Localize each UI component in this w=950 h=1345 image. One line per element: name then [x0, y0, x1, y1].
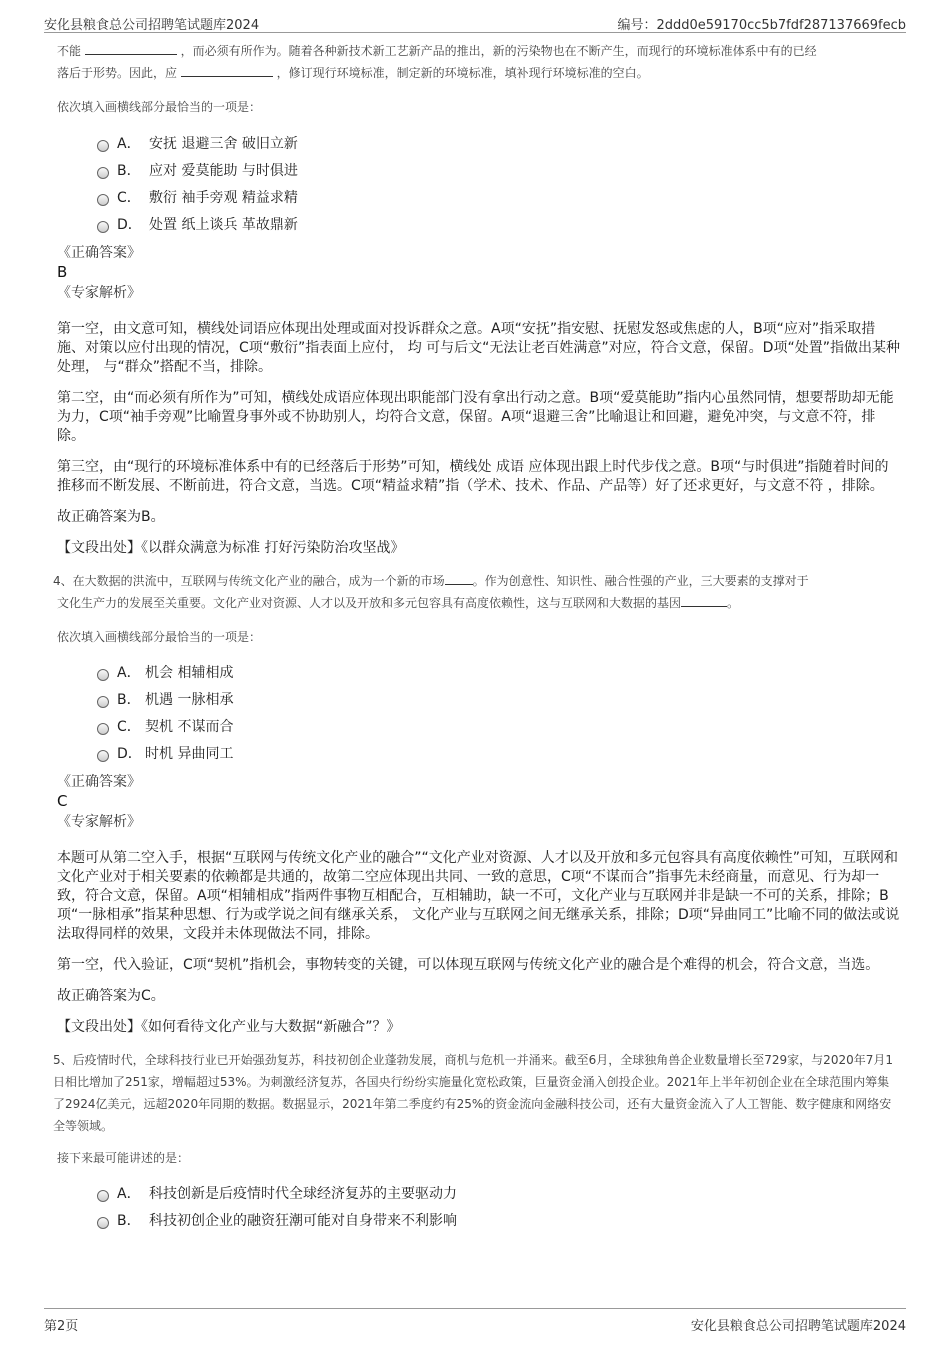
answer-value: B [57, 263, 68, 281]
radio-button[interactable] [97, 723, 109, 735]
q4-stem-text: 。作为创意性、知识性、融合性强的产业，三大要素的支撑对于 [472, 574, 809, 588]
q3-stem [57, 40, 900, 84]
footer-title: 安化县粮食总公司招聘笔试题库2024 [690, 1319, 906, 1334]
source-citation: 【文段出处】《以群众满意为标准 打好污染防治攻坚战》 [57, 540, 405, 556]
page-number: 第2页 [44, 1319, 79, 1334]
q3-option-a[interactable] [57, 131, 900, 158]
q4-stem-text: 4、在大数据的洪流中，互联网与传统文化产业的融合，成为一个新的市场 [53, 574, 445, 588]
page-content [53, 40, 900, 1235]
q3-option-c[interactable] [57, 185, 900, 212]
answer-label: 《正确答案》 [57, 245, 141, 261]
q3-option-b[interactable] [57, 158, 900, 185]
q3-options [57, 131, 900, 239]
option-text: 敷衍 袖手旁观 精益求精 [149, 190, 298, 206]
source-citation: 【文段出处】《如何看待文化产业与大数据“新融合”？》 [57, 1019, 401, 1035]
q4-options [57, 660, 900, 768]
analysis-paragraph: 第一空，代入验证，C项“契机”指机会，事物转变的关键，可以体现互联网与传统文化产业的融合是个难得的机会，符合文意，当选。 [57, 957, 880, 973]
radio-button[interactable] [97, 167, 109, 179]
page-header [44, 10, 906, 33]
blank-2 [681, 593, 727, 607]
radio-button[interactable] [97, 1190, 109, 1202]
q5-option-a[interactable] [57, 1181, 900, 1208]
option-letter: A． [117, 1186, 141, 1202]
analysis-paragraph: 第二空，由“而必须有所作为”可知，横线处成语应体现出职能部门没有拿出行动之意。B项“爱莫能助”指内心虽然同情，想要帮助却无能为力，C项“袖手旁观”比喻置身事外或不协助别人，均符合文意，保留。A项“退避三舍”比喻退让和回避，避免冲突，与文意不符，排除。 [57, 390, 894, 444]
analysis-paragraph: 本题可从第二空入手，根据“互联网与传统文化产业的融合”“文化产业对资源、人才以及开放和多元包容具有高度依赖性”可知，互联网和文化产业对于相关要素的依赖都是共通的，故第二空应体现出共同、一致的意思，C项“不谋而合”指事先未经商量，而意见、行为却一致，符合文意，保留。A项“相辅相成”指两件事物互相配合，互相辅助，缺一不可，文化产业与互联网并非是缺一不可的关系，排除；B项“一脉相承”指某种思想、行为或学说之间有继承关系， 文化产业与互联网之间无继承关系，排除；D项“异曲同工”比喻不同的做法或说法取得同样的效果，文段并未体现做法不同，排除。 [57, 850, 900, 942]
answer-value: C [57, 792, 68, 810]
q3-stem-text: 落后于形势。因此，应 [57, 66, 178, 80]
radio-button[interactable] [97, 140, 109, 152]
q4-option-d[interactable] [57, 741, 900, 768]
option-text: 处置 纸上谈兵 革故鼎新 [149, 217, 298, 233]
option-letter: C． [117, 190, 141, 206]
option-text: 科技初创企业的融资狂潮可能对自身带来不利影响 [149, 1213, 457, 1229]
option-text: 机会 相辅相成 [145, 665, 234, 681]
q5-option-b[interactable] [57, 1208, 900, 1235]
radio-button[interactable] [97, 1217, 109, 1229]
q4-option-c[interactable] [57, 714, 900, 741]
option-letter: A． [117, 665, 141, 681]
radio-button[interactable] [97, 194, 109, 206]
q5-stem: 5、后疫情时代，全球科技行业已开始强劲复苏，科技初创企业蓬勃发展，商机与危机一并涌来。截至6月，全球独角兽企业数量增长至729家，与2020年7月1日相比增加了251家，增幅超过53%。为刺激经济复苏，各国央行纷纷实施量化宽松政策，巨量资金涌入创投企业。2021年上半年初创企业在全球范围内筹集了2924亿美元，远超2020年同期的数据。数据显示，2021年第二季度约有25%的资金流向金融科技公司，还有大量资金流入了人工智能、数字健康和网络安全等领域。 [53, 1053, 893, 1133]
q5-options [57, 1181, 900, 1235]
option-text: 时机 异曲同工 [145, 746, 234, 762]
blank-1 [85, 41, 177, 55]
q4-stem [53, 570, 900, 614]
option-letter: B． [117, 692, 141, 708]
analysis-paragraph: 第一空，由文意可知，横线处词语应体现出处理或面对投诉群众之意。A项“安抚”指安慰、抚慰发怒或焦虑的人，B项“应对”指采取措施、对策以应付出现的情况，C项“敷衍”指表面上应付， 均 可与后文“无法让老百姓满意”对应，符合文意，保留。D项“处置”指做出某种处理， 与“群众”搭配不当，排除。 [57, 321, 900, 375]
option-letter: D． [117, 217, 142, 233]
q3-stem-text: ，修订现行环境标准，制定新的环境标准，填补现行环境标准的空白。 [276, 66, 649, 80]
radio-button[interactable] [97, 669, 109, 681]
q3-prompt: 依次填入画横线部分最恰当的一项是： [57, 100, 262, 114]
analysis-conclusion: 故正确答案为C。 [57, 988, 165, 1004]
q3-stem-text: ，而必须有所作为。随着各种新技术新工艺新产品的推出，新的污染物也在不断产生，而现行的环境标准体系中有的已经 [180, 44, 817, 58]
q5-prompt: 接下来最可能讲述的是： [57, 1151, 190, 1165]
option-letter: B． [117, 163, 141, 179]
option-text: 安抚 退避三舍 破旧立新 [149, 136, 298, 152]
q4-prompt: 依次填入画横线部分最恰当的一项是： [57, 630, 262, 644]
analysis-label: 《专家解析》 [57, 814, 141, 830]
option-letter: A． [117, 136, 141, 152]
option-text: 科技创新是后疫情时代全球经济复苏的主要驱动力 [149, 1186, 457, 1202]
option-letter: B． [117, 1213, 141, 1229]
q4-option-b[interactable] [57, 687, 900, 714]
radio-button[interactable] [97, 750, 109, 762]
analysis-label: 《专家解析》 [57, 285, 141, 301]
radio-button[interactable] [97, 696, 109, 708]
option-letter: D． [117, 746, 142, 762]
answer-label: 《正确答案》 [57, 774, 141, 790]
q4-stem-text: 。 [727, 596, 740, 610]
analysis-conclusion: 故正确答案为B。 [57, 509, 165, 525]
radio-button[interactable] [97, 221, 109, 233]
q3-stem-text: 不能 [57, 44, 82, 58]
page-footer [44, 1308, 906, 1333]
option-text: 契机 不谋而合 [145, 719, 234, 735]
blank-2 [181, 63, 273, 77]
q4-stem-text: 文化生产力的发展至关重要。文化产业对资源、人才以及开放和多元包容具有高度依赖性，这与互联网和大数据的基因 [57, 596, 682, 610]
q4-option-a[interactable] [57, 660, 900, 687]
option-text: 机遇 一脉相承 [145, 692, 234, 708]
option-text: 应对 爱莫能助 与时俱进 [149, 163, 298, 179]
blank-1 [445, 571, 473, 585]
analysis-paragraph: 第三空，由“现行的环境标准体系中有的已经落后于形势”可知，横线处 成语 应体现出跟上时代步伐之意。B项“与时俱进”指随着时间的推移而不断发展、不断前进，符合文意，当选。C项“精益求精”指（学术、技术、作品、产品等）好了还求更好，与文意不符 ，排除。 [57, 459, 889, 494]
option-letter: C． [117, 719, 141, 735]
header-title: 安化县粮食总公司招聘笔试题库2024 [44, 18, 260, 33]
q3-option-d[interactable] [57, 212, 900, 239]
header-doc-id: 编号：2ddd0e59170cc5b7fdf287137669fecb [617, 18, 906, 33]
